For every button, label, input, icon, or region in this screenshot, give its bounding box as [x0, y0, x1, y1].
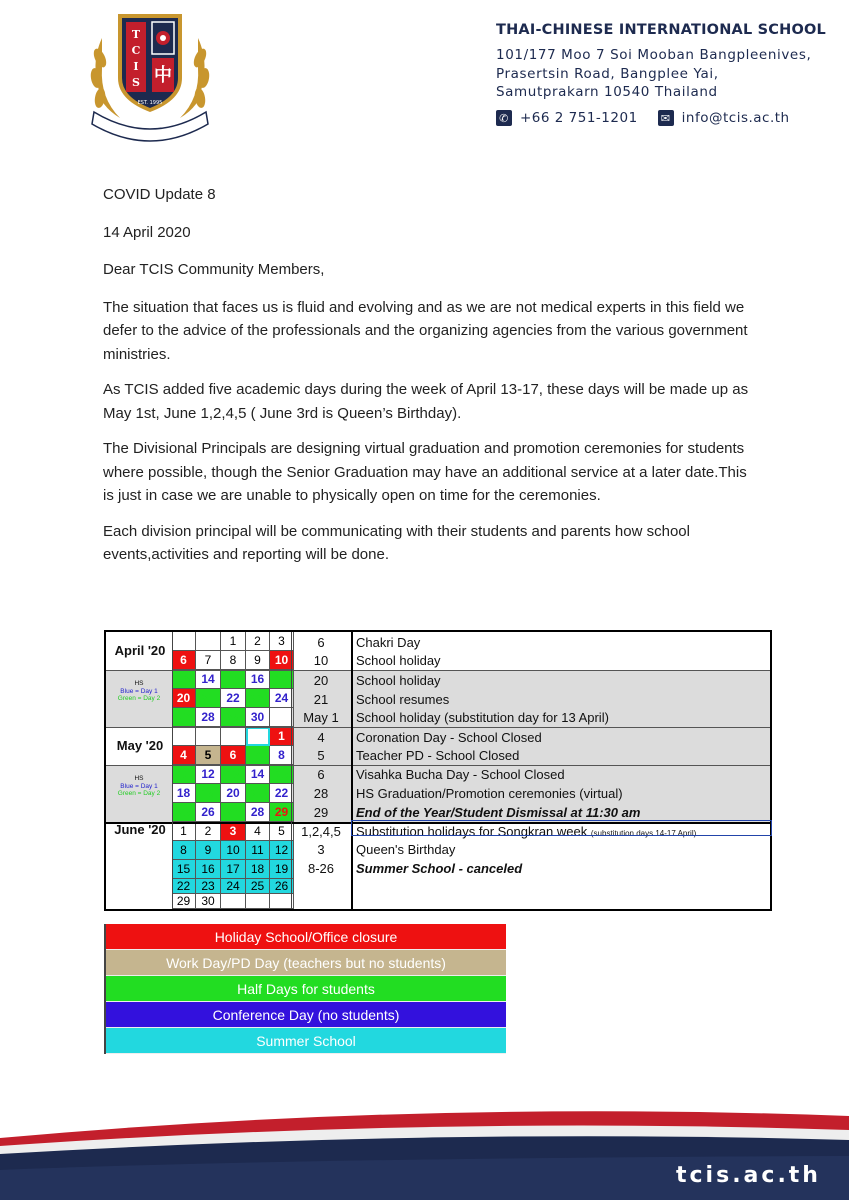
calendar-day-cell: 23 [246, 689, 270, 708]
calendar-legend [104, 924, 506, 1054]
calendar-day-cell: 22 [172, 879, 196, 894]
letter-paragraph: The Divisional Principals are designing virtual graduation and promotion ceremonies for students where possible, though the Senior Graduation may have an additional service at a later date.This is just in case we are unable to physically open on time for the ceremonies. [103, 440, 747, 504]
event-description [356, 842, 455, 857]
calendar-day-cell [196, 632, 221, 651]
green-day-label: Green = Day 2 [117, 695, 161, 702]
calendar-day-cell: 28 [246, 803, 270, 822]
calendar-day-cell: 1 [221, 632, 246, 651]
calendar-day-cell: 21 [246, 784, 270, 803]
column-divider [172, 632, 173, 909]
calendar-day-cell: 15 [270, 765, 294, 784]
letter-title: COVID Update 8 [103, 186, 216, 203]
blue-day-label: Blue = Day 1 [120, 782, 158, 790]
event-text: HS Graduation/Promotion ceremonies (virtual) [356, 786, 623, 801]
event-description [356, 805, 640, 820]
event-text: Chakri Day [356, 635, 421, 650]
svg-text:S: S [132, 76, 140, 89]
calendar-day-cell [246, 894, 270, 909]
calendar-day-cell [221, 894, 246, 909]
calendar-day-cell: 16 [196, 860, 221, 879]
calendar-day-cell: 19 [270, 860, 294, 879]
event-text: Coronation Day - School Closed [356, 730, 542, 745]
calendar-day-cell [172, 632, 196, 651]
svg-text:C: C [131, 44, 141, 57]
letter-paragraph: Each division principal will be communicating with their students and parents how school events,activities and reporting will be done. [103, 522, 690, 563]
month-june: June '20 [114, 822, 166, 837]
calendar-day-cell: 30 [246, 708, 270, 727]
month-may: May '20 [116, 738, 164, 753]
hs-label: HS [134, 680, 144, 687]
calendar-day-cell: 26 [196, 803, 221, 822]
calendar-day-cell: 6 [172, 651, 196, 670]
calendar-day-cell [172, 727, 196, 746]
event-note: (substitution days 14-17 April) [590, 829, 697, 838]
event-date: 3 [317, 842, 325, 857]
legend-workday: Work Day/PD Day (teachers but no students) [106, 950, 506, 976]
green-day-label: Green = Day 2 [117, 790, 161, 797]
calendar-day-cell: 28 [196, 708, 221, 727]
calendar-day-cell: 6 [221, 746, 246, 765]
event-date: 28 [313, 786, 329, 801]
svg-text:I: I [133, 60, 139, 73]
calendar-day-cell: 23 [196, 879, 221, 894]
email-address[interactable]: info@tcis.ac.th [681, 110, 790, 126]
event-description [356, 767, 565, 782]
calendar-day-cell: 21 [196, 689, 221, 708]
event-text: School holiday [356, 653, 441, 668]
hs-label: HS [134, 775, 144, 782]
event-description [356, 710, 609, 725]
selected-row-outline [351, 820, 772, 836]
calendar-day-cell: 29 [172, 894, 196, 909]
hs-key [108, 680, 170, 703]
letter-paragraph: As TCIS added five academic days during the week of April 13-17, these days will be made up as May 1st, June 1,2,4,5 ( June 3rd is Queen’s Birthday). [103, 381, 749, 422]
address-line-1: 101/177 Moo 7 Soi Mooban Bangpleenives, [496, 47, 812, 63]
calendar-day-cell: 29 [270, 803, 294, 822]
calendar-day-cell: 22 [270, 784, 294, 803]
calendar-day-cell: 25 [246, 879, 270, 894]
phone-number[interactable]: +66 2 751-1201 [520, 110, 638, 126]
calendar-day-cell: 8 [270, 746, 294, 765]
address-line-2: Prasertsin Road, Bangplee Yai, [496, 66, 719, 82]
address-line-3: Samutprakarn 10540 Thailand [496, 84, 718, 100]
calendar-day-cell: 3 [221, 822, 246, 841]
event-text: School holiday [356, 673, 441, 688]
legend-holiday: Holiday School/Office closure [106, 924, 506, 950]
event-text: Visahka Bucha Day - School Closed [356, 767, 565, 782]
school-name: THAI-CHINESE INTERNATIONAL SCHOOL [496, 22, 826, 38]
event-text: Teacher PD - School Closed [356, 748, 520, 763]
calendar-day-cell: 11 [246, 841, 270, 860]
calendar-day-cell: 1 [270, 727, 294, 746]
calendar-day-cell: 17 [221, 860, 246, 879]
event-description [356, 730, 542, 745]
phone-icon: ✆ [496, 110, 512, 126]
calendar-day-cell: 14 [196, 670, 221, 689]
month-divider [106, 670, 770, 671]
event-date: 5 [317, 748, 325, 763]
event-date: 4 [317, 730, 325, 745]
letter-date: 14 April 2020 [103, 223, 191, 241]
calendar-day-cell: 22 [221, 689, 246, 708]
calendar-day-cell: 10 [270, 651, 294, 670]
event-description [356, 786, 623, 801]
event-text: Queen's Birthday [356, 842, 456, 857]
calendar-day-cell: 8 [172, 841, 196, 860]
calendar-day-cell: 7 [246, 746, 270, 765]
calendar-day-cell [196, 727, 221, 746]
svg-text:T: T [131, 28, 141, 41]
event-description [356, 861, 522, 876]
svg-text:中: 中 [154, 65, 172, 86]
svg-text:EST. 1995: EST. 1995 [137, 100, 163, 106]
school-logo [80, 8, 220, 148]
calendar-day-cell: 10 [221, 841, 246, 860]
letter-greeting: Dear TCIS Community Members, [103, 261, 325, 278]
letter-body [103, 183, 753, 579]
month-divider [106, 765, 770, 766]
event-date: 20 [313, 673, 329, 688]
calendar-day-cell: 16 [246, 670, 270, 689]
calendar-day-cell: 9 [246, 651, 270, 670]
calendar-day-cell: 4 [172, 746, 196, 765]
calendar-day-cell: 12 [196, 765, 221, 784]
month-april: April '20 [114, 643, 166, 658]
legend-conference-day: Conference Day (no students) [106, 1002, 506, 1028]
calendar-day-cell: 20 [172, 689, 196, 708]
calendar-table [104, 630, 772, 911]
column-divider [291, 632, 292, 909]
calendar-day-cell: 5 [270, 822, 294, 841]
calendar-day-cell: 27 [172, 708, 196, 727]
calendar-day-cell: 15 [221, 670, 246, 689]
calendar-day-cell: 9 [196, 841, 221, 860]
calendar-day-cell: 17 [270, 670, 294, 689]
calendar-day-cell: 24 [221, 879, 246, 894]
calendar-day-cell: 5 [196, 746, 221, 765]
calendar-day-cell: 18 [172, 784, 196, 803]
calendar-day-cell: 27 [221, 803, 246, 822]
calendar-day-cell: 7 [196, 651, 221, 670]
letter-paragraph: The situation that faces us is fluid and evolving and as we are not medical experts in this field we defer to the advice of the professionals and the organizing agencies from the various government ministries. [103, 298, 748, 363]
legend-half-day: Half Days for students [106, 976, 506, 1002]
event-text: School holiday (substitution day for 13 April) [356, 710, 609, 725]
calendar-day-cell: 11 [172, 765, 196, 784]
calendar-day-cell: 2 [196, 822, 221, 841]
event-date: May 1 [303, 710, 339, 725]
calendar-day-cell: 4 [246, 822, 270, 841]
event-text: End of the Year/Student Dismissal at 11:30 am [356, 805, 641, 820]
calendar-day-cell: 29 [221, 708, 246, 727]
calendar-day-cell: 2 [246, 632, 270, 651]
event-text: School resumes [356, 692, 450, 707]
hs-key [108, 775, 170, 798]
event-date: 1,2,4,5 [301, 824, 341, 839]
calendar-day-cell: 1 [172, 822, 196, 841]
footer-url[interactable]: tcis.ac.th [676, 1163, 821, 1188]
event-description [356, 653, 441, 668]
event-description [356, 748, 519, 763]
event-date: 6 [317, 635, 325, 650]
event-date: 6 [317, 767, 325, 782]
email-icon: ✉ [658, 110, 674, 126]
calendar-day-cell: 13 [221, 765, 246, 784]
month-divider [106, 727, 770, 728]
calendar-day-cell [246, 727, 270, 746]
calendar-day-cell: 30 [196, 894, 221, 909]
calendar-day-cell: 18 [246, 860, 270, 879]
calendar-day-cell: 12 [270, 841, 294, 860]
calendar-day-cell: 8 [221, 651, 246, 670]
event-date: 10 [313, 653, 329, 668]
calendar-day-cell: 14 [246, 765, 270, 784]
event-date: 21 [313, 692, 329, 707]
event-text: Summer School - canceled [356, 861, 523, 876]
calendar-day-cell [221, 727, 246, 746]
calendar-day-cell: 24 [270, 689, 294, 708]
blue-day-label: Blue = Day 1 [120, 687, 158, 695]
event-text: Substitution holidays for Songkran week [356, 824, 588, 839]
calendar-day-cell: 25 [172, 803, 196, 822]
event-description [356, 673, 441, 688]
contact-row [496, 110, 790, 126]
calendar-day-cell: 26 [270, 879, 294, 894]
calendar-day-cell: 3 [270, 632, 294, 651]
event-date: 29 [313, 805, 329, 820]
event-description [356, 692, 449, 707]
calendar-day-cell: 20 [221, 784, 246, 803]
calendar-day-cell: 19 [196, 784, 221, 803]
event-date: 8-26 [307, 861, 335, 876]
column-divider [351, 632, 353, 909]
calendar-day-cell: 15 [172, 860, 196, 879]
event-description [356, 635, 420, 650]
calendar-day-cell: 13 [172, 670, 196, 689]
legend-summer-school: Summer School [106, 1028, 506, 1054]
